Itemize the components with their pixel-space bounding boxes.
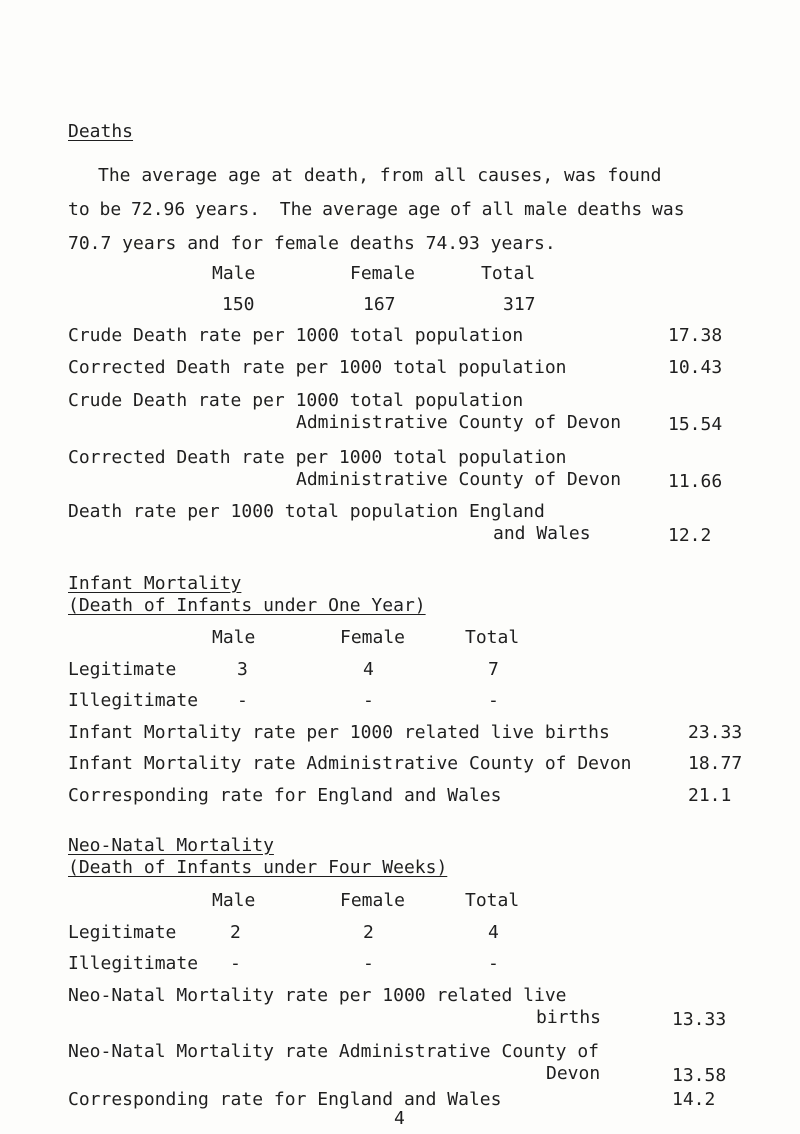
neonatal-rate-label-cont: Devon xyxy=(546,1063,601,1084)
infant-rate-label: Corresponding rate for England and Wales xyxy=(68,785,502,806)
infant-mortality-subheading: (Death of Infants under One Year) xyxy=(68,595,426,616)
neonatal-row-label: Legitimate xyxy=(68,922,177,943)
intro-line-3: 70.7 years and for female deaths 74.93 years. xyxy=(68,233,556,254)
infant-row-total: - xyxy=(488,690,499,711)
neonatal-rate-label-cont: births xyxy=(536,1007,602,1028)
rate-value: 17.38 xyxy=(668,325,723,346)
neonatal-row-total: 4 xyxy=(488,922,499,943)
infant-row-female: - xyxy=(363,690,374,711)
rate-label: Crude Death rate per 1000 total population xyxy=(68,325,524,346)
page-number: 4 xyxy=(394,1108,405,1129)
infant-rate-value: 23.33 xyxy=(688,722,743,743)
rate-value: 10.43 xyxy=(668,357,723,378)
rate-label: Death rate per 1000 total population England xyxy=(68,501,545,522)
infant-row-total: 7 xyxy=(488,659,499,680)
neonatal-row-total: - xyxy=(488,953,499,974)
neonatal-row-female: - xyxy=(363,953,374,974)
neonatal-rate-value: 13.58 xyxy=(672,1065,727,1086)
neonatal-row-male: 2 xyxy=(230,922,241,943)
section-heading-deaths: Deaths xyxy=(68,121,134,142)
rate-value: 11.66 xyxy=(668,471,723,492)
deaths-header-total: Total xyxy=(481,263,536,284)
neonatal-rate-label: Corresponding rate for England and Wales xyxy=(68,1089,502,1110)
infant-row-male: - xyxy=(237,690,248,711)
neonatal-rate-label: Neo-Natal Mortality rate Administrative County of xyxy=(68,1041,600,1062)
neonatal-rate-value: 14.2 xyxy=(672,1089,716,1110)
rate-label: Corrected Death rate per 1000 total population xyxy=(68,447,567,468)
neonatal-row-female: 2 xyxy=(363,922,374,943)
rate-label-cont: Administrative County of Devon xyxy=(296,412,622,433)
rate-label: Crude Death rate per 1000 total population xyxy=(68,390,524,411)
neonatal-rate-value: 13.33 xyxy=(672,1009,727,1030)
neonatal-rate-label: Neo-Natal Mortality rate per 1000 related live xyxy=(68,985,567,1006)
neonatal-row-male: - xyxy=(230,953,241,974)
infant-mortality-heading: Infant Mortality xyxy=(68,573,242,594)
infant-header-total: Total xyxy=(465,627,520,648)
neonatal-row-label: Illegitimate xyxy=(68,953,199,974)
infant-row-label: Illegitimate xyxy=(68,690,199,711)
intro-line-1: The average age at death, from all causes, was found xyxy=(98,165,662,186)
infant-rate-label: Infant Mortality rate per 1000 related live births xyxy=(68,722,610,743)
neonatal-mortality-heading: Neo-Natal Mortality xyxy=(68,835,274,856)
infant-rate-label: Infant Mortality rate Administrative County of Devon xyxy=(68,753,632,774)
infant-rate-value: 21.1 xyxy=(688,785,732,806)
deaths-header-female: Female xyxy=(350,263,416,284)
deaths-value-female: 167 xyxy=(363,294,396,315)
neonatal-header-total: Total xyxy=(465,890,520,911)
infant-header-female: Female xyxy=(340,627,406,648)
neonatal-mortality-subheading: (Death of Infants under Four Weeks) xyxy=(68,857,448,878)
deaths-header-male: Male xyxy=(212,263,256,284)
rate-value: 15.54 xyxy=(668,414,723,435)
rate-label: Corrected Death rate per 1000 total population xyxy=(68,357,567,378)
infant-row-female: 4 xyxy=(363,659,374,680)
intro-line-2: to be 72.96 years. The average age of all male deaths was xyxy=(68,199,685,220)
neonatal-header-female: Female xyxy=(340,890,406,911)
deaths-value-male: 150 xyxy=(222,294,255,315)
infant-header-male: Male xyxy=(212,627,256,648)
neonatal-header-male: Male xyxy=(212,890,256,911)
rate-label-cont: Administrative County of Devon xyxy=(296,469,622,490)
rate-label-cont: and Wales xyxy=(493,523,591,544)
deaths-value-total: 317 xyxy=(503,294,536,315)
rate-value: 12.2 xyxy=(668,525,712,546)
infant-row-male: 3 xyxy=(237,659,248,680)
infant-rate-value: 18.77 xyxy=(688,753,743,774)
infant-row-label: Legitimate xyxy=(68,659,177,680)
